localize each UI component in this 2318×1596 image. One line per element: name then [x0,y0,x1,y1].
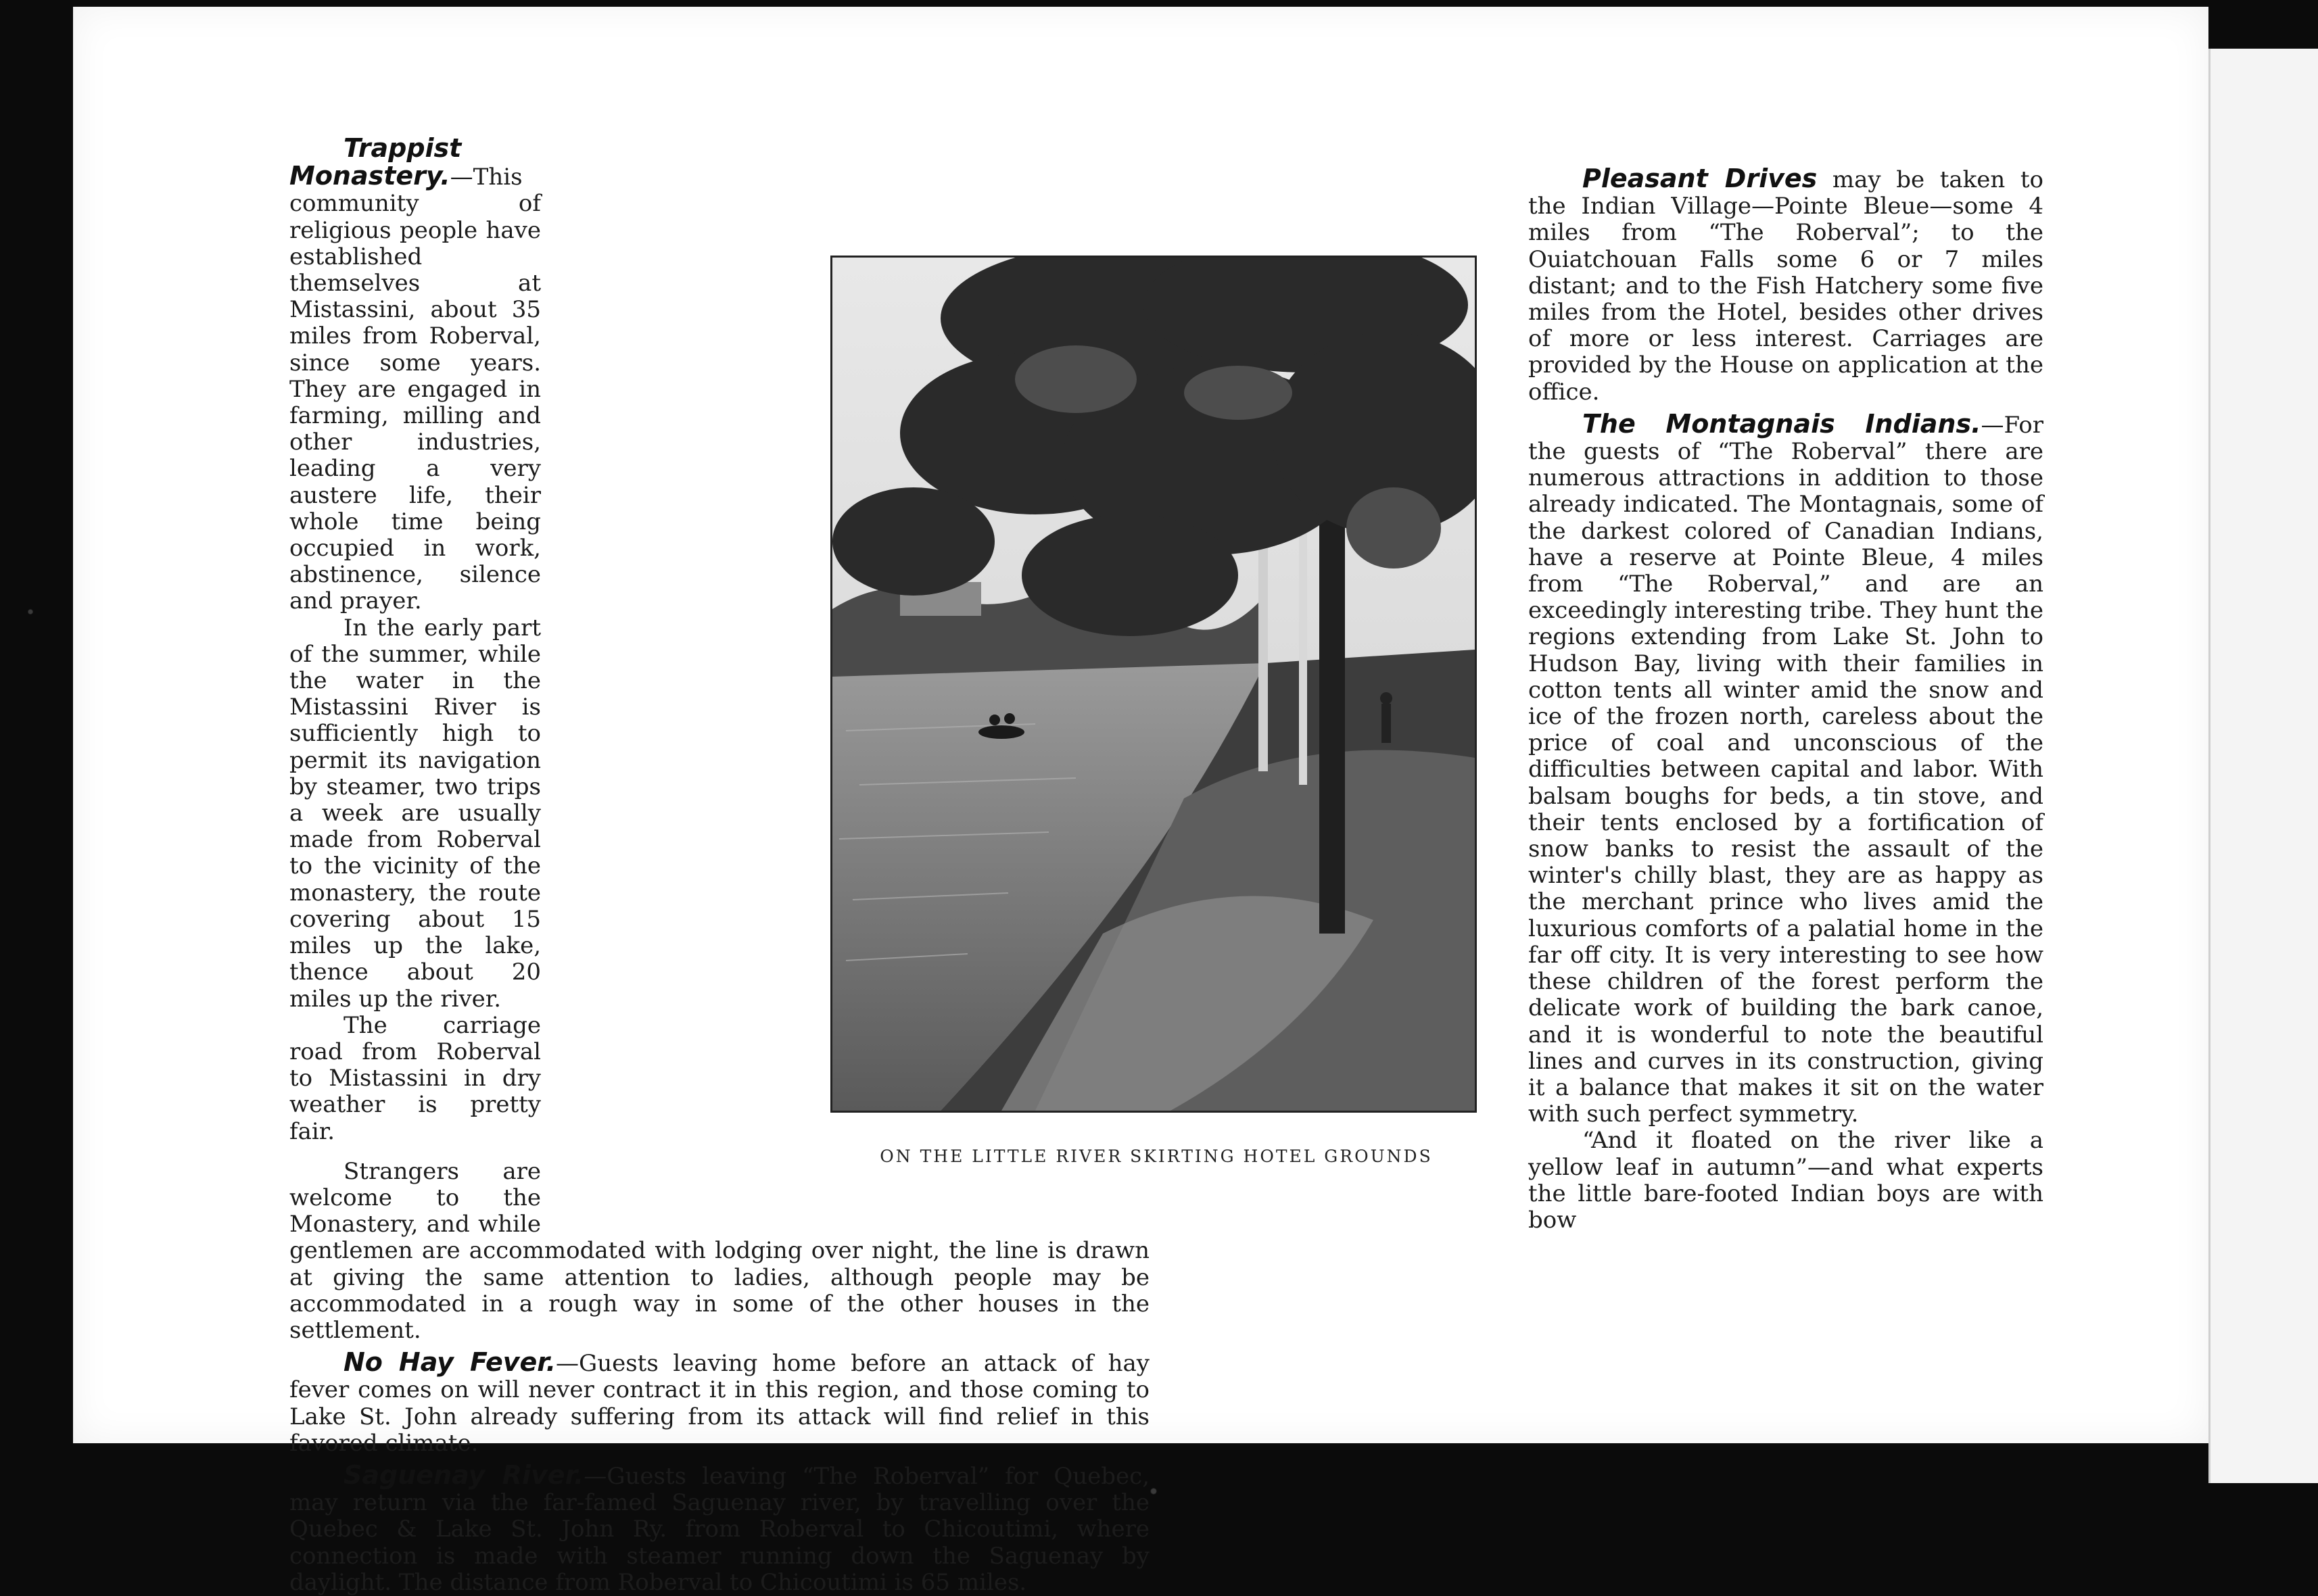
scan-speck [1150,1487,1158,1495]
paragraph-carriage-road: The carriage road from Roberval to Mistassini in dry weather is pretty fair. [289,1011,541,1145]
heading-pleasant-drives: Pleasant Drives [1582,164,1818,193]
paragraph-navigation: In the early part of the summer, while the water in the Mistassini River is sufficiently high to permit its navigation by steamer, two trips a week are usually made from Roberval to the vicinity of the monastery, the route covering about 15 miles up the lake, thence about 20 miles up the river. [289,614,541,1013]
heading-trappist-monastery: Trappist Monastery. [289,133,462,191]
heading-saguenay-river: Saguenay River. [344,1459,584,1490]
paragraph-yellow-leaf: “And it floated on the river like a yellow leaf in autumn”—and what experts the little bare-footed Indian boys are with bow [1528,1127,2043,1234]
paragraph-hay-fever-text: —Guests leaving home before an attack of hay fever comes on will never contract it in this region, and those coming to Lake St. John already suffering from its attack will find relief in this favored climate. [289,1350,1150,1457]
paragraph-montagnais-text: —For the guests of “The Roberval” there are numerous attractions in addition to those already indicated. The Montagnais, some of the darkest colored of Canadian Indians, have a reserve at Pointe Bleue, 4 miles from “The Roberval,” and are an exceedingly interesting tribe. They hunt the regions extending from Lake St. John to Hudson Bay, living with their families in cotton tents all winter amid the snow and ice of the frozen north, careless about the price of coal and unconscious of the difficulties between capital and labor. With balsam boughs for beds, a tin stove, and their tents enclosed by a fortification of snow banks to resist the assault of the winter's chilly blast, they are as happy as the merchant prince who lives amid the luxurious comforts of a palatial home in the far off city. It is very interesting to see how these children of the forest perform the delicate work of building the bark canoe, and it is wonderful to note the beautiful lines and curves in its construction, giving it a balance that makes it sit on the water with such perfect symmetry. [1528,411,2043,1128]
photo-caption: ON THE LITTLE RIVER SKIRTING HOTEL GROUNDS [880,1146,1433,1166]
scan-speck [27,608,34,615]
paragraph-pleasant-drives-text: may be taken to the Indian Village—Pointe Bleue—some 4 miles from “The Roberval”; to the Ouiatchouan Falls some 6 or 7 miles distant; and to the Fish Hatchery some five miles from the Hotel, besides other drives of more or less interest. Carriages are provided by the House on application at the office. [1528,166,2044,406]
right-column [1190,166,2043,1288]
paragraph-saguenay-text: —Guests leaving “The Roberval” for Quebec, may return via the far-famed Saguenay river, by travelling over the Quebec & Lake St. John Ry. from Roberval to Chicoutimi, where connection is made with steamer running down the Saguenay by daylight. The distance from Roberval to Chicoutimi is 65 miles. [289,1462,1150,1596]
paragraph-strangers: Strangers are welcome to the Monastery, and while gentlemen are accommodated with lodging over night, the line is drawn at giving the same attention to ladies, although people may be accommodated in a rough way in some of the other houses in the settlement. [289,1157,1150,1344]
heading-montagnais-indians: The Montagnais Indians. [1582,408,1981,439]
float-spacer [1190,264,1528,1292]
heading-no-hay-fever: No Hay Fever. [344,1347,557,1378]
next-page-edge [2208,49,2318,1483]
paragraph-trappist-text: —This community of religious people have established themselves at Mistassini, about 35 miles from Roberval, since some years. They are engaged in farming, milling and other industries, leading a very austere life, their whole time being occupied in work, abstinence, silence and prayer. [289,164,541,615]
